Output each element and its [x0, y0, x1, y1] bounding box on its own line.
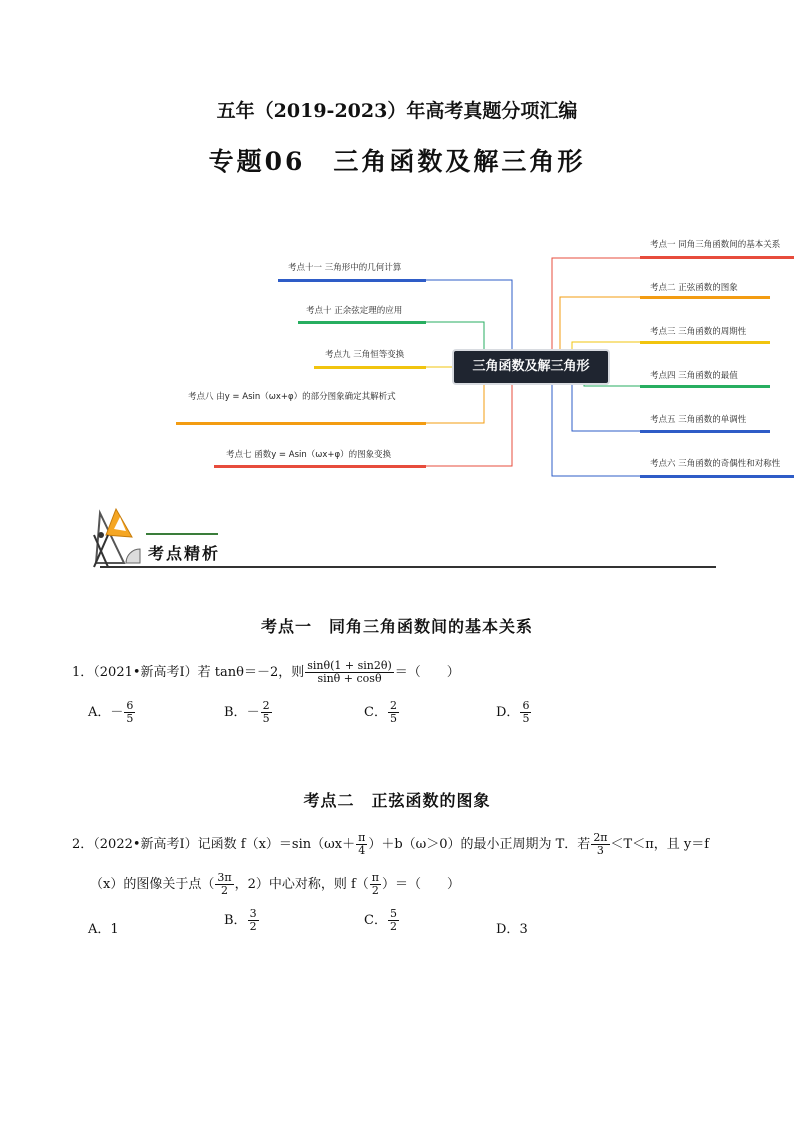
mindmap-node-7: 考点七 函数y = Asin（ωx+φ）的图象变换	[226, 450, 392, 460]
option-fraction	[520, 700, 531, 725]
section-title-1: 考点一 同角三角函数间的基本关系	[260, 617, 533, 636]
option-letter: D．	[496, 922, 520, 937]
section-badge	[86, 505, 726, 580]
fraction-denominator: 2	[389, 920, 397, 933]
mindmap-node-6: 考点六 三角函数的奇偶性和对称性	[650, 459, 781, 469]
fraction-numerator: 3π	[217, 871, 232, 884]
fraction-denominator: 2	[249, 920, 257, 933]
question-2-text-1: 2．（2022•新高考Ⅰ）记函数 f（x）＝sin（ωx＋	[72, 837, 356, 852]
option-fraction	[388, 908, 399, 933]
fraction-denominator: 2	[371, 884, 379, 897]
option-sign: －	[246, 705, 260, 720]
mindmap-node-9: 考点九 三角恒等变换	[325, 350, 405, 360]
question-1	[72, 660, 460, 685]
connector-left-4	[426, 385, 484, 423]
fraction-numerator: sinθ(1 + sin2θ)	[307, 659, 392, 672]
fraction-denominator: 2	[220, 884, 228, 897]
fraction-2pi-over-3	[591, 832, 609, 857]
badge-accent-line	[146, 533, 218, 535]
fraction-denominator: 5	[522, 712, 530, 725]
q2-option-a[interactable]	[88, 918, 119, 937]
fraction-numerator: π	[358, 831, 366, 844]
fraction-numerator: 2	[389, 699, 397, 712]
fraction-denominator: sinθ + cosθ	[317, 672, 382, 685]
option-letter: C．	[364, 705, 387, 720]
mindmap-node-11: 考点十一 三角形中的几何计算	[288, 263, 402, 273]
underline-left-2	[298, 321, 426, 324]
question-2-text-3: ＜T＜π，且 y＝f	[610, 837, 710, 852]
question-2-text-6: ）＝（ ）	[382, 877, 461, 892]
mindmap	[0, 0, 794, 500]
underline-right-1	[640, 256, 794, 259]
underline-left-4	[176, 422, 426, 425]
fraction-denominator: 3	[596, 844, 604, 857]
q2-option-b[interactable]	[224, 908, 260, 933]
fraction-pi-over-4	[356, 832, 367, 857]
underline-right-5	[640, 430, 770, 433]
q1-option-c[interactable]	[364, 700, 400, 725]
fraction-numerator: 6	[522, 699, 530, 712]
mindmap-node-5: 考点五 三角函数的单调性	[650, 415, 747, 425]
fraction-numerator: 6	[126, 699, 134, 712]
fraction-denominator: 4	[358, 844, 366, 857]
mindmap-node-3: 考点三 三角函数的周期性	[650, 327, 747, 337]
option-letter: A．	[88, 705, 111, 720]
option-letter: B．	[224, 705, 247, 720]
q1-option-b[interactable]	[224, 700, 273, 725]
mindmap-node-8: 考点八 由y = Asin（ωx+φ）的部分图象确定其解析式	[188, 392, 396, 402]
fraction-numerator: 5	[389, 907, 397, 920]
option-fraction	[124, 700, 135, 725]
fraction-denominator: 5	[126, 712, 134, 725]
question-2-line-1	[72, 832, 709, 857]
underline-right-4	[640, 385, 770, 388]
question-2-text-4: （x）的图像关于点（	[90, 877, 215, 892]
fraction-numerator: 2π	[593, 831, 608, 844]
option-letter: C．	[364, 913, 387, 928]
q2-option-d[interactable]	[496, 918, 528, 937]
connector-left-5	[426, 385, 512, 466]
option-letter: B．	[224, 913, 247, 928]
fraction-pi-over-2	[370, 872, 381, 897]
mindmap-node-1: 考点一 同角三角函数间的基本关系	[650, 240, 781, 250]
fraction-numerator: π	[371, 871, 380, 884]
option-value: 1	[110, 922, 119, 937]
question-2-text-2: ）＋b（ω＞0）的最小正周期为 T．若	[368, 837, 591, 852]
fraction-numerator: 3	[249, 907, 257, 920]
badge-rule	[100, 566, 716, 568]
question-1-prefix: 1．（2021•新高考Ⅰ）若 tanθ＝－2，则	[72, 665, 305, 680]
mindmap-node-4: 考点四 三角函数的最值	[650, 371, 738, 381]
connector-left-1	[426, 280, 512, 349]
option-fraction	[261, 700, 272, 725]
option-letter: D．	[496, 705, 520, 720]
question-1-fraction	[305, 660, 394, 685]
mindmap-node-2: 考点二 正弦函数的图象	[650, 283, 738, 293]
fraction-denominator: 5	[262, 712, 270, 725]
option-sign: －	[110, 705, 124, 720]
section-title-2: 考点二 正弦函数的图象	[303, 791, 491, 810]
series-title: 五年（2019-2023）年高考真题分项汇编	[216, 100, 578, 122]
option-fraction	[248, 908, 259, 933]
question-1-suffix: ＝（ ）	[394, 665, 460, 680]
fraction-denominator: 5	[389, 712, 397, 725]
q2-option-c[interactable]	[364, 908, 400, 933]
underline-right-3	[640, 341, 770, 344]
option-value: 3	[519, 922, 528, 937]
mindmap-center-node: 三角函数及解三角形	[452, 349, 610, 385]
topic-title: 专题06 三角函数及解三角形	[208, 147, 586, 176]
question-2-text-5: ，2）中心对称，则 f（	[234, 877, 369, 892]
underline-right-6	[640, 475, 794, 478]
option-fraction	[388, 700, 399, 725]
connector-left-2	[426, 322, 484, 349]
question-2-line-2	[90, 872, 460, 897]
fraction-3pi-over-2	[215, 872, 233, 897]
q1-option-d[interactable]	[496, 700, 532, 725]
mindmap-node-10: 考点十 正余弦定理的应用	[306, 306, 403, 316]
underline-right-2	[640, 296, 770, 299]
underline-left-3	[314, 366, 426, 369]
ruler-compass-icon	[86, 505, 156, 571]
q1-option-a[interactable]	[88, 700, 136, 725]
badge-label: 考点精析	[148, 544, 221, 563]
fraction-numerator: 2	[262, 699, 270, 712]
option-letter: A．	[88, 922, 111, 937]
underline-left-1	[278, 279, 426, 282]
underline-left-5	[214, 465, 426, 468]
